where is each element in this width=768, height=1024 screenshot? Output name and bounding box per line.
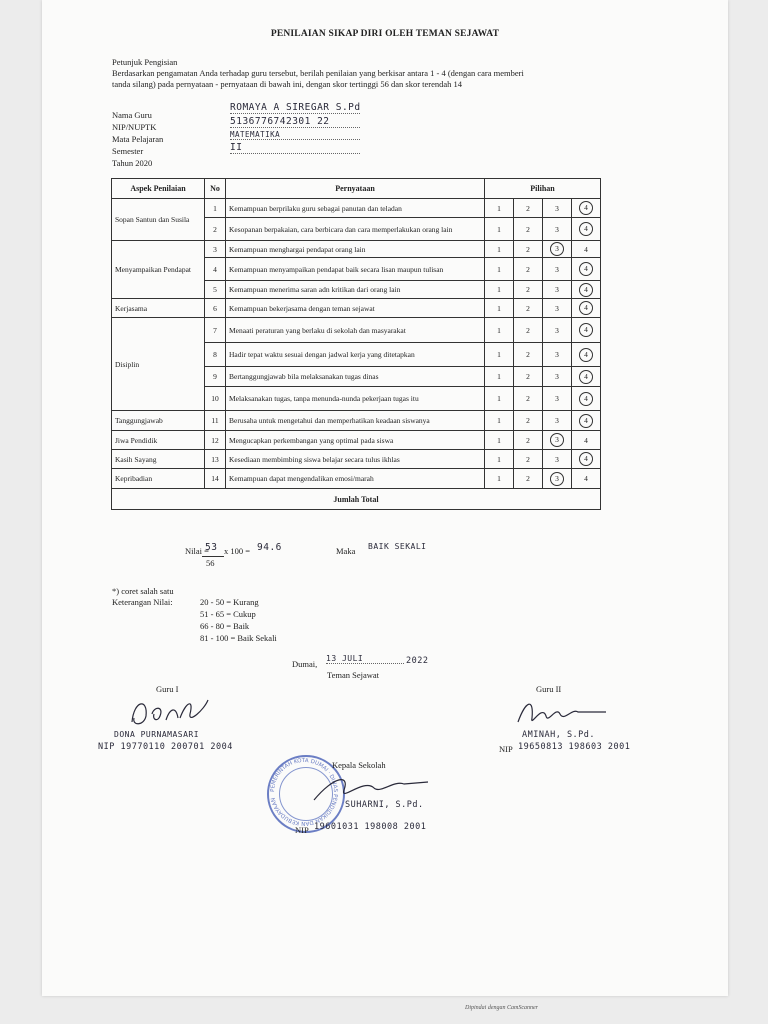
option-value: 2 bbox=[526, 416, 530, 425]
identity-label-nip: NIP/NUPTK bbox=[112, 122, 157, 132]
header-pilihan: Pilihan bbox=[485, 179, 601, 199]
table-body bbox=[112, 199, 601, 489]
option-cell[interactable] bbox=[485, 343, 514, 367]
option-value: 4 bbox=[584, 244, 588, 254]
option-cell[interactable] bbox=[514, 299, 543, 318]
header-aspek: Aspek Penilaian bbox=[112, 179, 205, 199]
table-header-row bbox=[112, 179, 601, 199]
aspek-cell: Kepribadian bbox=[112, 469, 205, 489]
option-cell[interactable] bbox=[514, 281, 543, 299]
option-value: 2 bbox=[526, 474, 530, 483]
guru2-nip: 19650813 198603 2001 bbox=[518, 742, 631, 752]
svg-text:PEMERINTAH KOTA DUMAI · DINAS: PEMERINTAH KOTA DUMAI · DINAS PENDIDIKAN DAN KEBUDAYAAN bbox=[269, 757, 339, 827]
option-value: 1 bbox=[497, 435, 501, 445]
table-row bbox=[112, 241, 601, 258]
option-value: 4 bbox=[584, 474, 588, 483]
option-cell[interactable] bbox=[543, 387, 572, 411]
date-day-month: 13 JULI bbox=[326, 654, 404, 664]
option-selected-mark: 4 bbox=[579, 370, 593, 384]
option-value: 1 bbox=[497, 303, 501, 313]
statement-cell: Hadir tepat waktu sesuai dengan jadwal kerja yang ditetapkan bbox=[226, 343, 485, 367]
statement-cell: Kemampuan berprilaku guru sebagai panutan dan teladan bbox=[226, 199, 485, 218]
option-value: 3 bbox=[555, 372, 559, 381]
document-page bbox=[42, 0, 728, 996]
row-number: 9 bbox=[205, 367, 226, 387]
guru1-name: DONA PURNAMASARI bbox=[114, 730, 200, 739]
option-value: 3 bbox=[555, 394, 559, 403]
option-value: 3 bbox=[555, 350, 559, 359]
option-value: 2 bbox=[526, 325, 530, 335]
aspek-cell: Sopan Santun dan Susila bbox=[112, 199, 205, 241]
identity-label-year: Tahun 2020 bbox=[112, 158, 153, 168]
option-cell[interactable] bbox=[543, 199, 572, 218]
aspek-cell: Kerjasama bbox=[112, 299, 205, 318]
option-value: 1 bbox=[497, 350, 501, 359]
table-row bbox=[112, 450, 601, 469]
row-number: 1 bbox=[205, 199, 226, 218]
table-row bbox=[112, 318, 601, 343]
option-value: 3 bbox=[555, 224, 559, 234]
option-cell[interactable] bbox=[543, 258, 572, 281]
header-pernyataan: Pernyataan bbox=[226, 179, 485, 199]
option-cell[interactable] bbox=[572, 450, 601, 469]
instructions-heading: Petunjuk Pengisian bbox=[112, 57, 178, 67]
option-selected-mark: 4 bbox=[579, 392, 593, 406]
option-cell[interactable] bbox=[514, 469, 543, 489]
option-cell[interactable] bbox=[485, 450, 514, 469]
option-selected-mark: 3 bbox=[550, 472, 564, 486]
aspek-cell: Kasih Sayang bbox=[112, 450, 205, 469]
option-value: 1 bbox=[497, 394, 501, 403]
option-value: 3 bbox=[555, 285, 559, 294]
coret-note: *) coret salah satu bbox=[112, 586, 174, 596]
maka-label: Maka bbox=[336, 546, 356, 556]
option-cell[interactable] bbox=[514, 199, 543, 218]
option-cell[interactable] bbox=[485, 469, 514, 489]
option-cell[interactable] bbox=[543, 411, 572, 431]
nilai-times: x 100 = bbox=[224, 546, 251, 556]
option-cell[interactable] bbox=[485, 299, 514, 318]
option-value: 1 bbox=[497, 285, 501, 294]
row-number: 6 bbox=[205, 299, 226, 318]
aspek-cell: Tanggungjawab bbox=[112, 411, 205, 431]
option-cell[interactable] bbox=[514, 318, 543, 343]
nilai-numerator: 53 bbox=[205, 542, 218, 553]
option-value: 2 bbox=[526, 454, 530, 464]
option-value: 1 bbox=[497, 416, 501, 425]
option-cell[interactable] bbox=[572, 367, 601, 387]
option-cell[interactable] bbox=[485, 387, 514, 411]
identity-label-subject: Mata Pelajaran bbox=[112, 134, 164, 144]
option-cell[interactable] bbox=[572, 431, 601, 450]
option-cell[interactable] bbox=[485, 241, 514, 258]
option-cell[interactable] bbox=[543, 450, 572, 469]
nilai-result: 94.6 bbox=[257, 542, 282, 553]
guru2-label: Guru II bbox=[536, 684, 562, 694]
row-number: 12 bbox=[205, 431, 226, 450]
option-value: 3 bbox=[555, 325, 559, 335]
guru2-name: AMINAH, S.Pd. bbox=[522, 730, 596, 740]
option-cell[interactable] bbox=[572, 218, 601, 241]
option-cell[interactable] bbox=[572, 299, 601, 318]
option-cell[interactable] bbox=[543, 469, 572, 489]
row-number: 7 bbox=[205, 318, 226, 343]
option-value: 1 bbox=[497, 203, 501, 213]
option-cell[interactable] bbox=[514, 258, 543, 281]
option-selected-mark: 4 bbox=[579, 323, 593, 337]
option-value: 3 bbox=[555, 303, 559, 313]
option-cell[interactable] bbox=[485, 431, 514, 450]
statement-cell: Kesediaan membimbing siswa belajar secara tulus ikhlas bbox=[226, 450, 485, 469]
option-cell[interactable] bbox=[543, 281, 572, 299]
row-number: 11 bbox=[205, 411, 226, 431]
instructions-line-1: Berdasarkan pengamatan Anda terhadap guru tersebut, berilah penilaian yang berkisar antara 1 - 4 (dengan cara memberi bbox=[112, 68, 524, 78]
option-value: 1 bbox=[497, 325, 501, 335]
statement-cell: Mengucapkan perkembangan yang optimal pada siswa bbox=[226, 431, 485, 450]
option-value: 2 bbox=[526, 350, 530, 359]
option-value: 2 bbox=[526, 435, 530, 445]
total-label: Jumlah Total bbox=[112, 489, 601, 510]
statement-cell: Kemampuan menerima saran adn kritikan dari orang lain bbox=[226, 281, 485, 299]
option-selected-mark: 4 bbox=[579, 301, 593, 315]
scanner-footer: Dipindai dengan CamScanner bbox=[465, 1005, 538, 1011]
option-value: 3 bbox=[555, 454, 559, 464]
date-year: 2022 bbox=[406, 656, 429, 666]
option-value: 1 bbox=[497, 372, 501, 381]
document-title: PENILAIAN SIKAP DIRI OLEH TEMAN SEJAWAT bbox=[270, 29, 500, 39]
option-selected-mark: 4 bbox=[579, 222, 593, 236]
option-selected-mark: 4 bbox=[579, 452, 593, 466]
option-selected-mark: 4 bbox=[579, 414, 593, 428]
option-cell[interactable] bbox=[485, 281, 514, 299]
statement-cell: Kesopanan berpakaian, cara berbicara dan cara memperlakukan orang lain bbox=[226, 218, 485, 241]
option-value: 2 bbox=[526, 372, 530, 381]
guru1-label: Guru I bbox=[156, 684, 179, 694]
option-value: 1 bbox=[497, 454, 501, 464]
row-number: 4 bbox=[205, 258, 226, 281]
option-selected-mark: 4 bbox=[579, 201, 593, 215]
option-cell[interactable] bbox=[514, 387, 543, 411]
option-value: 2 bbox=[526, 285, 530, 294]
statement-cell: Kemampuan dapat mengendalikan emosi/marah bbox=[226, 469, 485, 489]
option-cell[interactable] bbox=[572, 258, 601, 281]
keterangan-label: Keterangan Nilai: bbox=[112, 597, 173, 607]
option-selected-mark: 4 bbox=[579, 262, 593, 276]
option-value: 2 bbox=[526, 224, 530, 234]
option-selected-mark: 3 bbox=[550, 433, 564, 447]
total-row bbox=[112, 489, 601, 510]
row-number: 8 bbox=[205, 343, 226, 367]
table-row bbox=[112, 199, 601, 218]
option-cell[interactable] bbox=[485, 318, 514, 343]
guru2-signature bbox=[512, 694, 612, 734]
option-value: 2 bbox=[526, 244, 530, 254]
option-cell[interactable] bbox=[485, 367, 514, 387]
option-cell[interactable] bbox=[572, 318, 601, 343]
option-cell[interactable] bbox=[572, 387, 601, 411]
identity-value-name: ROMAYA A SIREGAR S.Pd bbox=[230, 102, 361, 113]
identity-label-name: Nama Guru bbox=[112, 110, 152, 120]
statement-cell: Berusaha untuk mengetahui dan memperhatikan keadaan siswanya bbox=[226, 411, 485, 431]
aspek-cell: Jiwa Pendidik bbox=[112, 431, 205, 450]
kepala-label: Kepala Sekolah bbox=[332, 760, 386, 770]
option-cell[interactable] bbox=[514, 411, 543, 431]
option-cell[interactable] bbox=[514, 218, 543, 241]
place-city: Dumai, bbox=[292, 659, 318, 669]
row-number: 3 bbox=[205, 241, 226, 258]
aspek-cell: Menyampaikan Pendapat bbox=[112, 241, 205, 299]
option-cell[interactable] bbox=[572, 469, 601, 489]
table-row bbox=[112, 299, 601, 318]
nilai-label: Nilai = bbox=[185, 546, 209, 556]
instructions-line-2: tanda silang) pada pernyataan - pernyataan di bawah ini, dengan skor tertinggi 56 dan skor terendah 14 bbox=[112, 79, 463, 89]
option-cell[interactable] bbox=[543, 431, 572, 450]
option-selected-mark: 4 bbox=[579, 283, 593, 297]
option-value: 2 bbox=[526, 394, 530, 403]
nilai-denominator: 56 bbox=[206, 558, 215, 568]
option-value: 2 bbox=[526, 303, 530, 313]
statement-cell: Kemampuan bekerjasama dengan teman sejawat bbox=[226, 299, 485, 318]
option-cell[interactable] bbox=[572, 411, 601, 431]
option-cell[interactable] bbox=[485, 411, 514, 431]
table-row bbox=[112, 469, 601, 489]
option-value: 1 bbox=[497, 264, 501, 274]
table-row bbox=[112, 431, 601, 450]
option-value: 1 bbox=[497, 224, 501, 234]
statement-cell: Kemampuan menyampaikan pendapat baik secara lisan maupun tulisan bbox=[226, 258, 485, 281]
option-cell[interactable] bbox=[485, 218, 514, 241]
keterangan-item: 81 - 100 = Baik Sekali bbox=[200, 633, 277, 643]
fraction-bar bbox=[202, 556, 224, 557]
option-cell[interactable] bbox=[572, 343, 601, 367]
option-cell[interactable] bbox=[514, 367, 543, 387]
option-value: 2 bbox=[526, 203, 530, 213]
row-number: 2 bbox=[205, 218, 226, 241]
option-value: 3 bbox=[555, 416, 559, 425]
option-cell[interactable] bbox=[543, 299, 572, 318]
keterangan-item: 20 - 50 = Kurang bbox=[200, 597, 259, 607]
kepala-nip: 19601031 198008 2001 bbox=[314, 822, 427, 832]
table-row bbox=[112, 411, 601, 431]
option-cell[interactable] bbox=[572, 281, 601, 299]
aspek-cell: Disiplin bbox=[112, 318, 205, 411]
option-value: 2 bbox=[526, 264, 530, 274]
option-selected-mark: 3 bbox=[550, 242, 564, 256]
row-number: 13 bbox=[205, 450, 226, 469]
option-cell[interactable] bbox=[543, 367, 572, 387]
row-number: 10 bbox=[205, 387, 226, 411]
option-cell[interactable] bbox=[572, 241, 601, 258]
option-value: 3 bbox=[555, 203, 559, 213]
kepala-name: SUHARNI, S.Pd. bbox=[345, 800, 424, 810]
option-value: 1 bbox=[497, 244, 501, 254]
option-cell[interactable] bbox=[543, 218, 572, 241]
option-cell[interactable] bbox=[543, 343, 572, 367]
guru1-signature bbox=[124, 692, 214, 732]
statement-cell: Menaati peraturan yang berlaku di sekolah dan masyarakat bbox=[226, 318, 485, 343]
option-cell[interactable] bbox=[514, 450, 543, 469]
option-selected-mark: 4 bbox=[579, 348, 593, 362]
option-value: 4 bbox=[584, 435, 588, 445]
teman-sejawat-label: Teman Sejawat bbox=[327, 670, 380, 680]
row-number: 14 bbox=[205, 469, 226, 489]
identity-value-nip: 5136776742301 22 bbox=[230, 116, 360, 128]
assessment-table bbox=[111, 178, 601, 510]
identity-label-semester: Semester bbox=[112, 146, 144, 156]
kepala-nip-label: NIP bbox=[295, 825, 309, 835]
option-cell[interactable] bbox=[543, 241, 572, 258]
option-value: 3 bbox=[555, 264, 559, 274]
header-no: No bbox=[205, 179, 226, 199]
option-cell[interactable] bbox=[572, 199, 601, 218]
statement-cell: Kemampuan menghargai pendapat orang lain bbox=[226, 241, 485, 258]
identity-value-subject: MATEMATIKA bbox=[230, 130, 360, 140]
statement-cell: Melaksanakan tugas, tanpa menunda-nunda pekerjaan tugas itu bbox=[226, 387, 485, 411]
guru1-nip: NIP 19770110 200701 2004 bbox=[98, 742, 233, 752]
maka-value: BAIK SEKALI bbox=[368, 542, 427, 551]
option-cell[interactable] bbox=[514, 431, 543, 450]
row-number: 5 bbox=[205, 281, 226, 299]
option-value: 1 bbox=[497, 474, 501, 483]
keterangan-item: 66 - 80 = Baik bbox=[200, 621, 250, 631]
identity-value-semester: II bbox=[230, 142, 360, 154]
option-cell[interactable] bbox=[514, 343, 543, 367]
statement-cell: Bertanggungjawab bila melaksanakan tugas dinas bbox=[226, 367, 485, 387]
option-cell[interactable] bbox=[514, 241, 543, 258]
guru2-nip-label: NIP bbox=[499, 744, 513, 754]
option-cell[interactable] bbox=[485, 199, 514, 218]
option-cell[interactable] bbox=[543, 318, 572, 343]
keterangan-item: 51 - 65 = Cukup bbox=[200, 609, 256, 619]
option-cell[interactable] bbox=[485, 258, 514, 281]
